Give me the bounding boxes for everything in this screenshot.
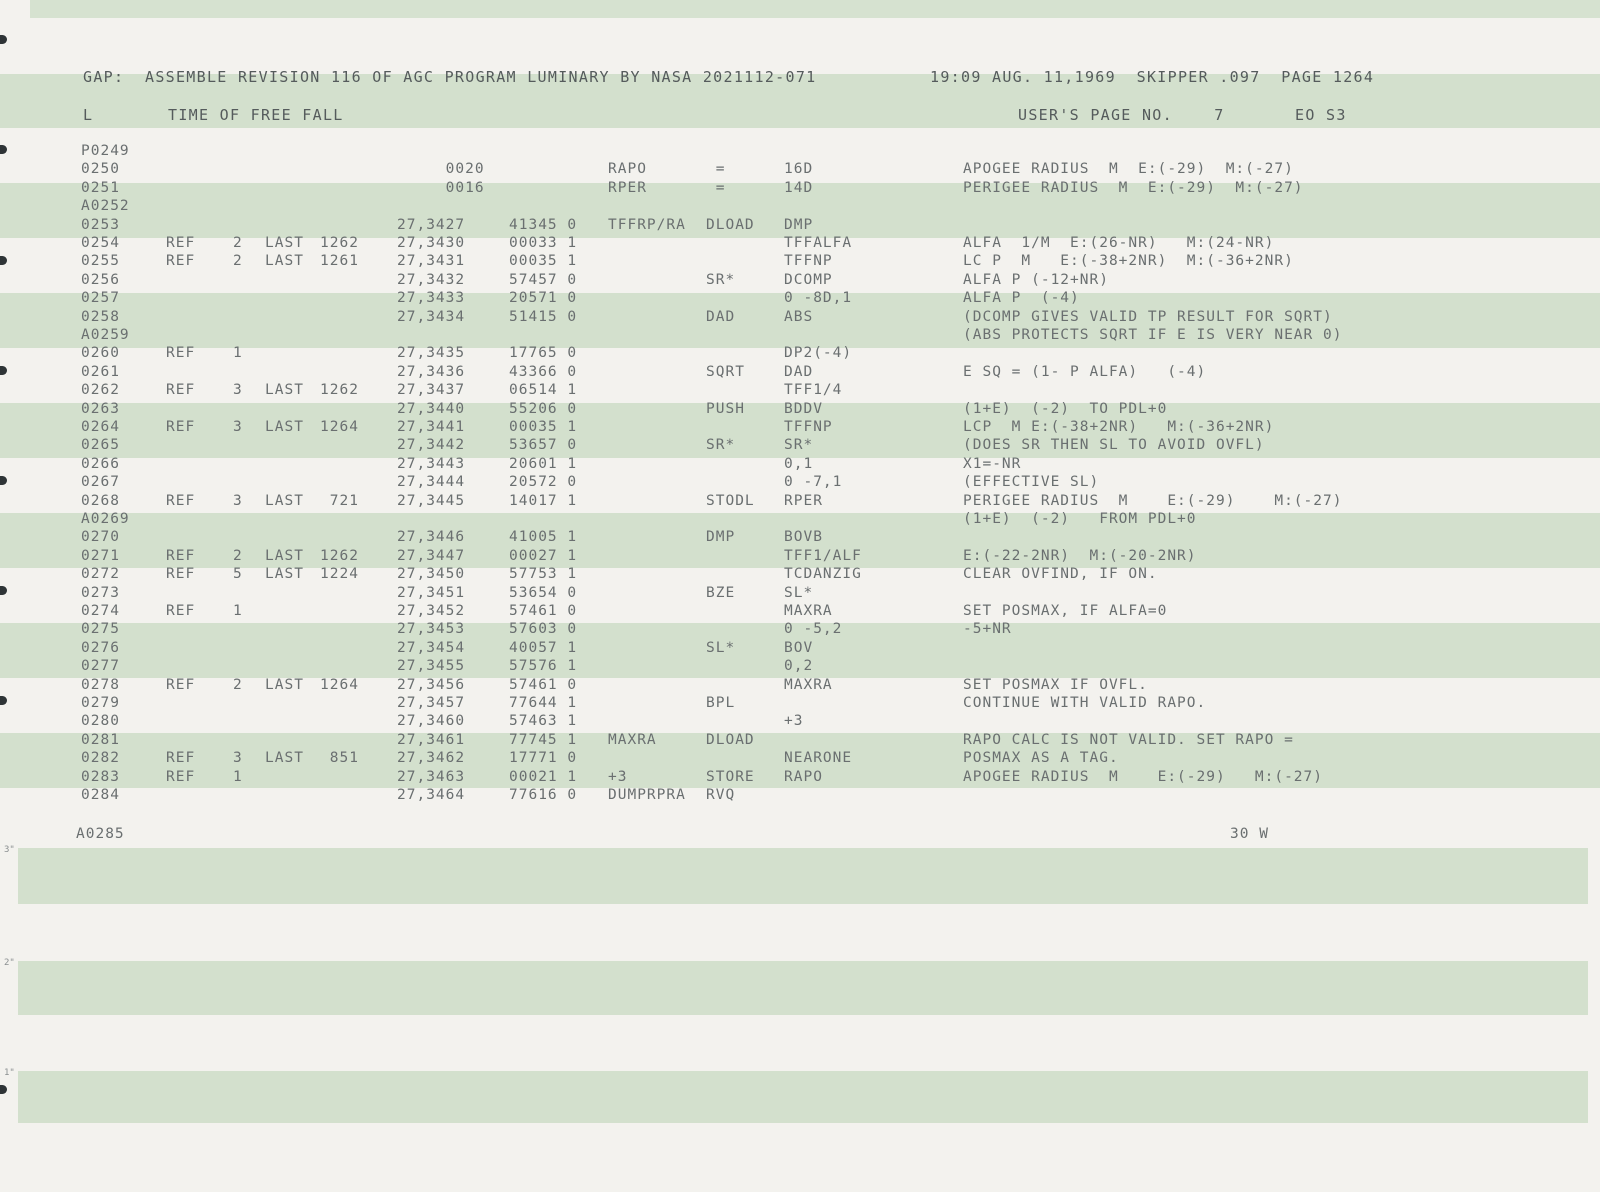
last-line: 1264 (320, 419, 359, 435)
opcode: SL* (706, 639, 736, 656)
operand: SR* (784, 437, 814, 454)
address: 27,3431 (397, 253, 466, 270)
opcode: = (706, 179, 726, 196)
opcode: DLOAD (706, 216, 755, 233)
comment: RAPO CALC IS NOT VALID. SET RAPO = (963, 731, 1294, 748)
users-page-number: USER'S PAGE NO. 7 (1018, 106, 1225, 124)
last-line: 1224 (320, 566, 359, 583)
octal-code: 77644 1 (509, 695, 578, 711)
operand: DCOMP (784, 271, 833, 288)
octal-code: 00027 1 (509, 547, 578, 564)
operand: DAD (784, 363, 814, 380)
address: 27,3441 (397, 419, 466, 435)
last-line: 721 (320, 492, 359, 509)
comment: (1+E) (-2) FROM PDL+0 (963, 511, 1197, 527)
octal-code: 53657 0 (509, 437, 578, 454)
greenbar-band (18, 848, 1588, 904)
ref-count: 1 (233, 345, 243, 362)
line-number: 0264 (81, 419, 120, 435)
operand: 0 -8D,1 (784, 290, 853, 307)
address: 27,3440 (397, 400, 466, 417)
opcode: DMP (706, 529, 736, 546)
line-number: 0277 (81, 658, 120, 675)
address: 27,3457 (397, 695, 466, 711)
opcode: SR* (706, 437, 736, 454)
line-number: 0255 (81, 253, 120, 270)
octal-code: 53654 0 (509, 584, 578, 601)
listing-row (0, 548, 1600, 566)
listing-row (0, 235, 1600, 253)
listing-row (0, 474, 1600, 492)
octal-code: 57457 0 (509, 271, 578, 288)
ref-label: REF (166, 750, 196, 767)
line-number: A0252 (81, 198, 130, 215)
address: 27,3447 (397, 547, 466, 564)
operand: 16D (784, 161, 814, 178)
comment: (1+E) (-2) TO PDL+0 (963, 400, 1168, 417)
comment: LC P M E:(-38+2NR) M:(-36+2NR) (963, 253, 1294, 270)
listing-row (0, 456, 1600, 474)
location-tag: RPER (608, 179, 647, 196)
ref-count: 1 (233, 768, 243, 785)
feed-hole (0, 35, 7, 44)
octal-code: 17765 0 (509, 345, 578, 362)
listing-row (0, 713, 1600, 731)
operand: TFF1/ALF (784, 547, 862, 564)
opcode: DAD (706, 308, 736, 325)
ruler-mark: 1" (4, 1068, 15, 1078)
operand: BOVB (784, 529, 823, 546)
operand: RPER (784, 492, 823, 509)
address: 27,3445 (397, 492, 466, 509)
line-number: 0265 (81, 437, 120, 454)
line-number: 0272 (81, 566, 120, 583)
operand: BOV (784, 639, 814, 656)
opcode: BPL (706, 695, 736, 711)
line-number: 0278 (81, 676, 120, 693)
operand: DMP (784, 216, 814, 233)
octal-code: 41005 1 (509, 529, 578, 546)
listing-row (0, 437, 1600, 455)
ref-label: REF (166, 492, 196, 509)
operand: 14D (784, 179, 814, 196)
line-number: 0254 (81, 235, 120, 251)
address: 0020 (397, 161, 485, 178)
octal-code: 40057 1 (509, 639, 578, 656)
octal-code: 77616 0 (509, 787, 578, 803)
comment: -5+NR (963, 621, 1012, 638)
listing-row (0, 603, 1600, 621)
address: 27,3443 (397, 455, 466, 472)
operand: MAXRA (784, 603, 833, 619)
ref-label: REF (166, 603, 196, 619)
ref-label: REF (166, 547, 196, 564)
address: 27,3435 (397, 345, 466, 362)
comment: CONTINUE WITH VALID RAPO. (963, 695, 1207, 711)
address: 27,3434 (397, 308, 466, 325)
last-label: LAST (265, 382, 304, 399)
line-number: 0273 (81, 584, 120, 601)
line-number: 0270 (81, 529, 120, 546)
comment: POSMAX AS A TAG. (963, 750, 1119, 767)
listing-row (0, 695, 1600, 713)
last-line: 851 (320, 750, 359, 767)
last-label: LAST (265, 235, 304, 251)
line-number: 0260 (81, 345, 120, 362)
line-number: 0263 (81, 400, 120, 417)
line-number: 0280 (81, 713, 120, 730)
listing-row (0, 327, 1600, 345)
listing-row (0, 401, 1600, 419)
operand: 0,1 (784, 455, 814, 472)
ref-count: 3 (233, 492, 243, 509)
listing-row (0, 290, 1600, 308)
operand: NEARONE (784, 750, 853, 767)
line-number: 0250 (81, 161, 120, 178)
ruler-mark: 3" (4, 845, 15, 855)
octal-code: 43366 0 (509, 363, 578, 380)
line-number: 0251 (81, 179, 120, 196)
line-number: 0274 (81, 603, 120, 619)
listing-row (0, 769, 1600, 787)
section-title: TIME OF FREE FALL (168, 106, 344, 124)
location-tag: TFFRP/RA (608, 216, 686, 233)
address: 27,3442 (397, 437, 466, 454)
line-number: 0284 (81, 787, 120, 803)
address: 27,3453 (397, 621, 466, 638)
location-tag: MAXRA (608, 731, 657, 748)
listing-row (0, 272, 1600, 290)
listing-row (0, 585, 1600, 603)
comment: APOGEE RADIUS M E:(-29) M:(-27) (963, 768, 1324, 785)
listing-row (0, 732, 1600, 750)
octal-code: 55206 0 (509, 400, 578, 417)
address: 27,3451 (397, 584, 466, 601)
comment: ALFA P (-4) (963, 290, 1080, 307)
listing-row (0, 750, 1600, 768)
ref-label: REF (166, 382, 196, 399)
opcode: = (706, 161, 726, 178)
line-number: 0275 (81, 621, 120, 638)
octal-code: 57461 0 (509, 603, 578, 619)
operand: +3 (784, 713, 804, 730)
section-column-label: L (83, 106, 94, 124)
octal-code: 06514 1 (509, 382, 578, 399)
line-number: 0256 (81, 271, 120, 288)
eo-label: EO S3 (1295, 106, 1347, 124)
address: 27,3446 (397, 529, 466, 546)
address: 27,3437 (397, 382, 466, 399)
comment: E:(-22-2NR) M:(-20-2NR) (963, 547, 1197, 564)
line-number: 0271 (81, 547, 120, 564)
line-number: 0268 (81, 492, 120, 509)
operand: DP2(-4) (784, 345, 853, 362)
operand: RAPO (784, 768, 823, 785)
listing-row (0, 217, 1600, 235)
line-number: 0276 (81, 639, 120, 656)
octal-code: 00035 1 (509, 253, 578, 270)
listing-row (0, 787, 1600, 805)
comment: (ABS PROTECTS SQRT IF E IS VERY NEAR 0) (963, 327, 1343, 343)
opcode: RVQ (706, 787, 736, 803)
line-number: 0262 (81, 382, 120, 399)
listing-row (0, 566, 1600, 584)
listing-header-date-page: 19:09 AUG. 11,1969 SKIPPER .097 PAGE 1264 (930, 68, 1375, 86)
ref-label: REF (166, 768, 196, 785)
octal-code: 57576 1 (509, 658, 578, 675)
ref-count: 5 (233, 566, 243, 583)
line-number: P0249 (81, 143, 130, 159)
listing-row (0, 640, 1600, 658)
octal-code: 00035 1 (509, 419, 578, 435)
last-label: LAST (265, 566, 304, 583)
comment: PERIGEE RADIUS M E:(-29) M:(-27) (963, 179, 1304, 196)
octal-code: 20601 1 (509, 455, 578, 472)
ruler-mark: 2" (4, 958, 15, 968)
ref-count: 2 (233, 235, 243, 251)
octal-code: 14017 1 (509, 492, 578, 509)
address: 27,3427 (397, 216, 466, 233)
greenbar-band (18, 961, 1588, 1015)
address: 0016 (397, 179, 485, 196)
line-number: 0282 (81, 750, 120, 767)
operand: TFFNP (784, 253, 833, 270)
address: 27,3450 (397, 566, 466, 583)
listing-row (0, 161, 1600, 179)
last-line: 1262 (320, 547, 359, 564)
ref-label: REF (166, 345, 196, 362)
last-line: 1261 (320, 253, 359, 270)
octal-code: 20572 0 (509, 474, 578, 491)
comment: LCP M E:(-38+2NR) M:(-36+2NR) (963, 419, 1275, 435)
operand: 0 -7,1 (784, 474, 843, 491)
ref-count: 1 (233, 603, 243, 619)
operand: TFF1/4 (784, 382, 843, 399)
location-tag: +3 (608, 768, 628, 785)
address: 27,3455 (397, 658, 466, 675)
comment: (DCOMP GIVES VALID TP RESULT FOR SQRT) (963, 308, 1333, 325)
opcode: BZE (706, 584, 736, 601)
last-line: 1264 (320, 676, 359, 693)
ref-count: 2 (233, 547, 243, 564)
comment: X1=-NR (963, 455, 1022, 472)
address: 27,3430 (397, 235, 466, 251)
octal-code: 57461 0 (509, 676, 578, 693)
line-number: 0267 (81, 474, 120, 491)
listing-row (0, 143, 1600, 161)
comment: PERIGEE RADIUS M E:(-29) M:(-27) (963, 492, 1343, 509)
comment: ALFA P (-12+NR) (963, 271, 1109, 288)
ref-count: 2 (233, 676, 243, 693)
address: 27,3452 (397, 603, 466, 619)
line-number: 0266 (81, 455, 120, 472)
operand: TFFNP (784, 419, 833, 435)
line-number: 0258 (81, 308, 120, 325)
octal-code: 00033 1 (509, 235, 578, 251)
ref-label: REF (166, 419, 196, 435)
ref-label: REF (166, 676, 196, 693)
octal-code: 41345 0 (509, 216, 578, 233)
location-tag: DUMPRPRA (608, 787, 686, 803)
ref-count: 3 (233, 750, 243, 767)
listing-row (0, 309, 1600, 327)
operand: TCDANZIG (784, 566, 862, 583)
listing-row (0, 345, 1600, 363)
line-number: 0279 (81, 695, 120, 711)
comment: CLEAR OVFIND, IF ON. (963, 566, 1158, 583)
greenbar-band (18, 1071, 1588, 1123)
address: 27,3454 (397, 639, 466, 656)
octal-code: 57603 0 (509, 621, 578, 638)
line-number: 0281 (81, 731, 120, 748)
last-label: LAST (265, 253, 304, 270)
last-label: LAST (265, 492, 304, 509)
last-label: LAST (265, 676, 304, 693)
last-label: LAST (265, 750, 304, 767)
comment: SET POSMAX, IF ALFA=0 (963, 603, 1168, 619)
operand: SL* (784, 584, 814, 601)
octal-code: 17771 0 (509, 750, 578, 767)
address: 27,3464 (397, 787, 466, 803)
opcode: STODL (706, 492, 755, 509)
ref-count: 2 (233, 253, 243, 270)
address: 27,3456 (397, 676, 466, 693)
octal-code: 57753 1 (509, 566, 578, 583)
comment: ALFA 1/M E:(26-NR) M:(24-NR) (963, 235, 1275, 251)
listing-row (0, 677, 1600, 695)
address: 27,3461 (397, 731, 466, 748)
listing-row (0, 382, 1600, 400)
ref-count: 3 (233, 382, 243, 399)
address: 27,3432 (397, 271, 466, 288)
listing-row (0, 621, 1600, 639)
feed-hole (0, 1085, 7, 1094)
line-number: 0283 (81, 768, 120, 785)
comment: SET POSMAX IF OVFL. (963, 676, 1148, 693)
footer-word-count: 30 W (1230, 826, 1269, 842)
address: 27,3444 (397, 474, 466, 491)
line-number: 0257 (81, 290, 120, 307)
comment: APOGEE RADIUS M E:(-29) M:(-27) (963, 161, 1294, 178)
opcode: PUSH (706, 400, 745, 417)
address: 27,3436 (397, 363, 466, 380)
address: 27,3433 (397, 290, 466, 307)
listing-row (0, 529, 1600, 547)
opcode: SQRT (706, 363, 745, 380)
listing-row (0, 364, 1600, 382)
octal-code: 77745 1 (509, 731, 578, 748)
listing-row (0, 180, 1600, 198)
last-label: LAST (265, 419, 304, 435)
octal-code: 51415 0 (509, 308, 578, 325)
operand: 0,2 (784, 658, 814, 675)
footer-line-number: A0285 (76, 826, 125, 842)
operand: BDDV (784, 400, 823, 417)
last-line: 1262 (320, 235, 359, 251)
line-number: A0269 (81, 511, 130, 527)
ref-label: REF (166, 235, 196, 251)
comment: (EFFECTIVE SL) (963, 474, 1100, 491)
opcode: SR* (706, 271, 736, 288)
operand: TFFALFA (784, 235, 853, 251)
listing-row (0, 493, 1600, 511)
opcode: STORE (706, 768, 755, 785)
octal-code: 20571 0 (509, 290, 578, 307)
ref-label: REF (166, 566, 196, 583)
address: 27,3462 (397, 750, 466, 767)
listing-row (0, 198, 1600, 216)
greenbar-band (30, 0, 1600, 18)
last-label: LAST (265, 547, 304, 564)
operand: 0 -5,2 (784, 621, 843, 638)
ref-label: REF (166, 253, 196, 270)
octal-code: 57463 1 (509, 713, 578, 730)
ref-count: 3 (233, 419, 243, 435)
listing-row (0, 253, 1600, 271)
listing-header-title: GAP: ASSEMBLE REVISION 116 OF AGC PROGRAM LUMINARY BY NASA 2021112-071 (83, 68, 817, 86)
operand: MAXRA (784, 676, 833, 693)
address: 27,3460 (397, 713, 466, 730)
comment: (DOES SR THEN SL TO AVOID OVFL) (963, 437, 1265, 454)
line-number: A0259 (81, 327, 130, 343)
address: 27,3463 (397, 768, 466, 785)
line-number: 0253 (81, 216, 120, 233)
opcode: DLOAD (706, 731, 755, 748)
operand: ABS (784, 308, 814, 325)
line-number: 0261 (81, 363, 120, 380)
listing-row (0, 658, 1600, 676)
location-tag: RAPO (608, 161, 647, 178)
listing-row (0, 419, 1600, 437)
listing-row (0, 511, 1600, 529)
comment: E SQ = (1- P ALFA) (-4) (963, 363, 1207, 380)
last-line: 1262 (320, 382, 359, 399)
octal-code: 00021 1 (509, 768, 578, 785)
